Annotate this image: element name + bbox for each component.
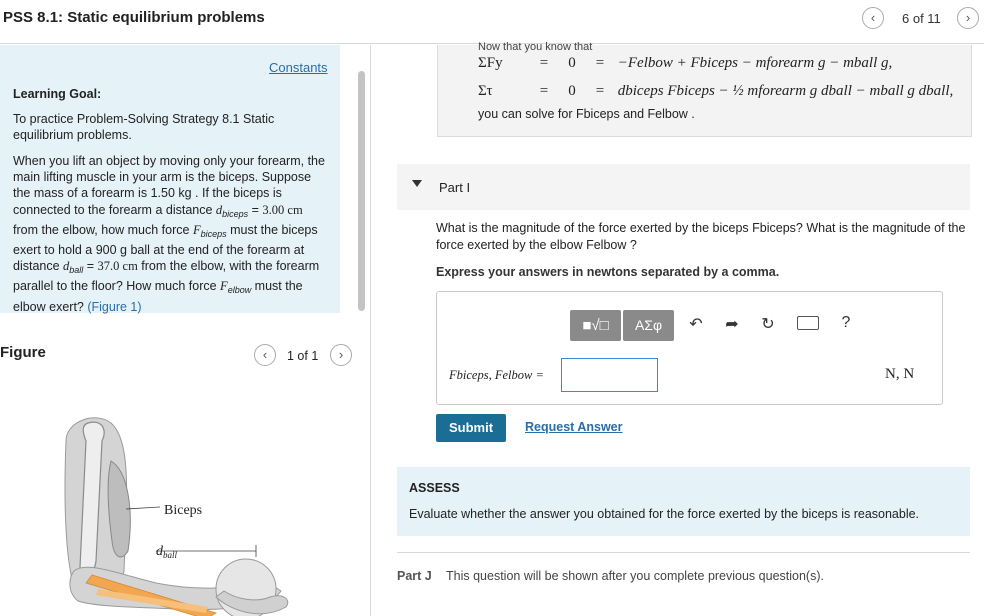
pane-divider [370,45,371,616]
assess-title: ASSESS [409,481,460,495]
header-bar [0,0,984,44]
undo-icon[interactable]: ↶ [689,316,703,333]
chevron-left-icon: ‹ [262,347,268,362]
left-pane [0,45,355,616]
assess-box [397,467,970,536]
greek-symbols-button[interactable]: ΑΣφ [623,310,674,341]
biceps-leader-line [126,507,160,509]
part-i-label: Part I [439,180,471,195]
previous-item-button[interactable] [862,7,884,29]
equation-intro-text: Now that you know that [478,41,593,53]
reset-icon[interactable]: ↻ [761,316,775,333]
assess-text: Evaluate whether the answer you obtained for the force exerted by the biceps is reasonable. [409,507,920,521]
learning-goal-box [0,45,340,313]
constants-link[interactable]: Constants [269,60,328,75]
chevron-right-icon: › [338,347,344,362]
part-divider [397,552,970,553]
figure-counter: 1 of 1 [287,349,319,363]
answer-units: N, N [885,366,915,382]
figure-next-button[interactable] [330,344,352,366]
problem-statement: When you lift an object by moving only your forearm, the main lifting muscle in your arm is the biceps. Suppose the mass of a forearm is 1.50 kg . If the biceps is connected to the forearm a distance $d_{biceps} = 3.00$ cm from the elbow, how much force $F_{biceps}$ must the biceps exert to hold a 900 g ball at the end of the forearm at distance $d_{ball} = 37.0$ cm from the elbow, with the forearm parallel to the floor? How much force $F_{elbow}$ must the elbow exert? (Figure 1) [13,154,325,314]
item-counter: 6 of 11 [902,11,941,26]
redo-icon[interactable]: ➦ [725,316,739,333]
part-i-header[interactable] [397,164,970,210]
request-answer-link[interactable]: Request Answer [525,420,623,434]
learning-goal-text: To practice Problem-Solving Strategy 8.1 Static equilibrium problems. [13,112,275,142]
part-j-label: Part J [397,569,432,583]
biceps-label: Biceps [164,503,203,518]
arm-figure [56,411,306,616]
figure-prev-button[interactable] [254,344,276,366]
question-text: What is the magnitude of the force exerted by the biceps Fbiceps? What is the magnitude of the force exerted by the elbow Felbow ? [436,221,966,252]
math-template-button[interactable]: ■√□ [570,310,621,341]
figure-link[interactable]: (Figure 1) [87,299,142,314]
figure-heading: Figure [0,344,46,361]
collapse-caret-icon[interactable] [412,180,422,187]
chevron-right-icon: › [965,10,971,25]
force-equation: ΣFy = 0 = −Felbow + Fbiceps − mforearm g − mball g, [478,55,893,71]
learning-goal-heading: Learning Goal: [13,87,102,101]
left-pane-scrollbar[interactable] [358,71,365,311]
answer-label: Fbiceps, Felbow = [449,368,544,382]
d-ball-label: $d_{ball}$ [156,544,178,560]
torque-equation: Στ = 0 = dbiceps Fbiceps − ½ mforearm g dball − mball g dball, [478,83,954,99]
submit-button[interactable]: Submit [436,414,506,442]
page-title: PSS 8.1: Static equilibrium problems [3,9,265,26]
part-j-text: This question will be shown after you complete previous question(s). [446,569,824,583]
solve-text: you can solve for Fbiceps and Felbow . [478,107,695,121]
answer-instructions: Express your answers in newtons separated by a comma. [436,265,780,279]
answer-box [436,291,943,405]
help-button[interactable]: ? [841,314,851,331]
equation-box [437,41,972,137]
chevron-left-icon: ‹ [870,10,876,25]
answer-input[interactable] [561,358,658,392]
keyboard-icon[interactable] [797,316,819,330]
next-item-button[interactable] [957,7,979,29]
